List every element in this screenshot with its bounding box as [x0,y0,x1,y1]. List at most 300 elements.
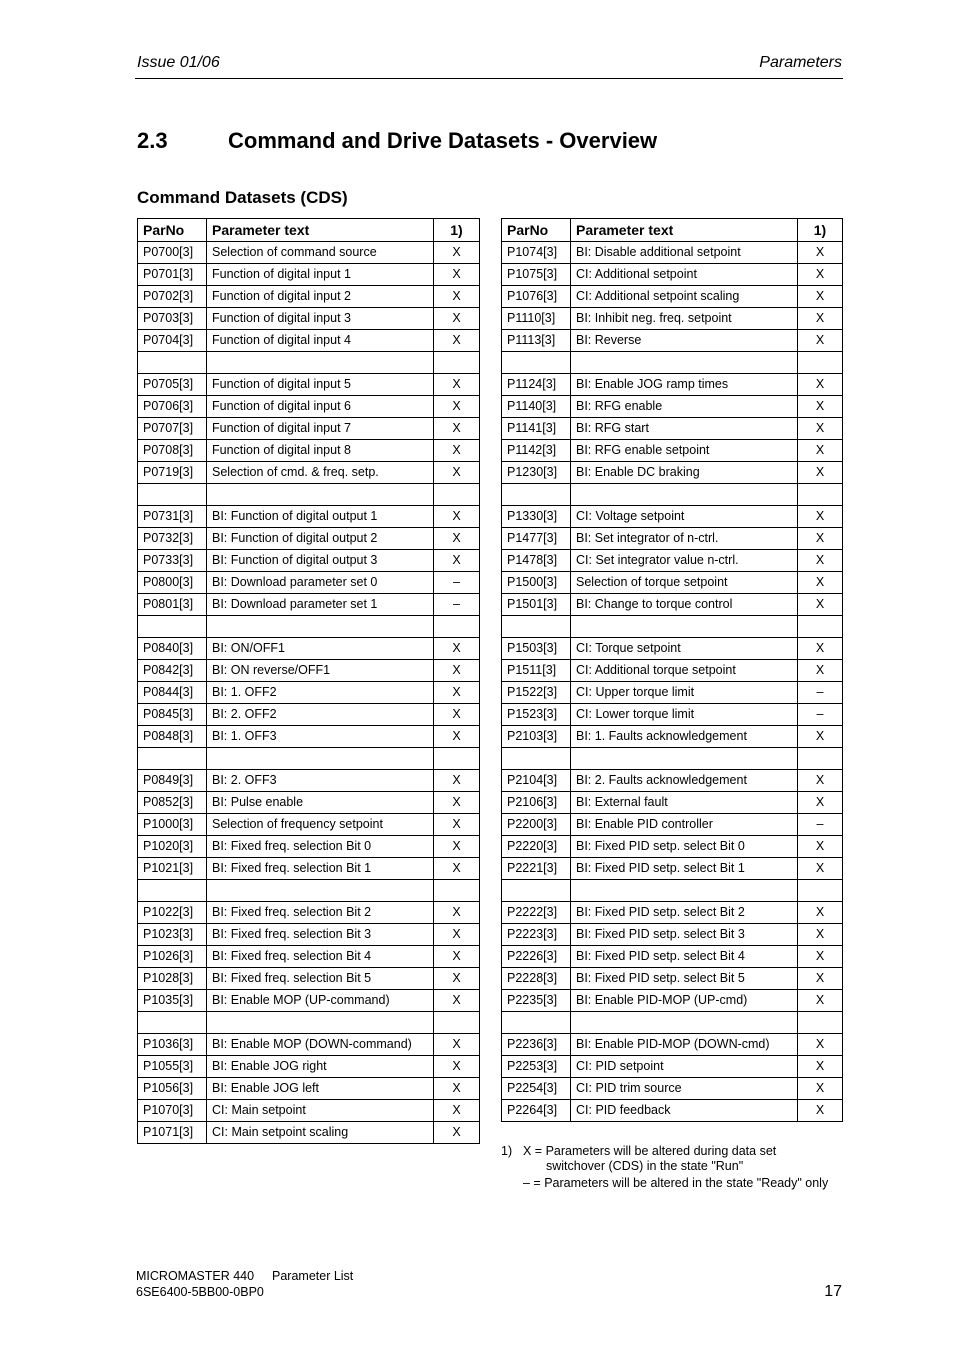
col-header-flag: 1) [798,219,843,242]
table-row [502,858,843,880]
param-flag-cell: X [798,1100,843,1122]
param-number-cell: P2103[3] [502,726,571,748]
param-number-cell: P0852[3] [138,792,207,814]
table-row [138,484,480,506]
table-row [502,396,843,418]
param-number-cell [138,880,207,902]
col-header-text: Parameter text [571,219,798,242]
param-number-cell [502,484,571,506]
param-text-cell: BI: ON/OFF1 [207,638,434,660]
table-header-row [502,219,843,242]
param-text-cell: BI: Fixed PID setp. select Bit 0 [571,836,798,858]
param-text-cell: Function of digital input 5 [207,374,434,396]
param-text-cell: BI: Download parameter set 0 [207,572,434,594]
param-text-cell: BI: 2. Faults acknowledgement [571,770,798,792]
param-number-cell: P0800[3] [138,572,207,594]
param-number-cell: P1070[3] [138,1100,207,1122]
param-flag-cell: X [798,242,843,264]
footnote-line2: switchover (CDS) in the state "Run" [546,1159,744,1173]
param-number-cell: P2220[3] [502,836,571,858]
param-flag-cell: – [798,682,843,704]
param-number-cell: P2228[3] [502,968,571,990]
param-number-cell [502,352,571,374]
table-row [138,374,480,396]
footer-order-no: 6SE6400-5BB00-0BP0 [136,1285,264,1299]
table-row [138,924,480,946]
param-text-cell: BI: Inhibit neg. freq. setpoint [571,308,798,330]
col-header-parno: ParNo [138,219,207,242]
param-text-cell: BI: Enable PID controller [571,814,798,836]
table-row [502,462,843,484]
param-text-cell: CI: Additional setpoint scaling [571,286,798,308]
param-flag-cell: X [434,704,480,726]
footer-product: MICROMASTER 440 [136,1269,255,1283]
param-text-cell: BI: Enable MOP (UP-command) [207,990,434,1012]
table-row [138,528,480,550]
param-number-cell: P2223[3] [502,924,571,946]
param-text-cell [207,484,434,506]
param-flag-cell: X [434,418,480,440]
table-row [502,770,843,792]
col-header-parno: ParNo [502,219,571,242]
param-text-cell: CI: PID trim source [571,1078,798,1100]
table-row [502,1012,843,1034]
param-text-cell: BI: 2. OFF2 [207,704,434,726]
table-row [138,396,480,418]
param-flag-cell: X [434,308,480,330]
table-row [138,638,480,660]
param-number-cell: P1478[3] [502,550,571,572]
param-flag-cell [434,880,480,902]
param-number-cell: P1230[3] [502,462,571,484]
param-number-cell: P1110[3] [502,308,571,330]
param-number-cell [138,748,207,770]
param-text-cell: CI: Additional torque setpoint [571,660,798,682]
param-flag-cell [434,1012,480,1034]
param-number-cell: P2254[3] [502,1078,571,1100]
param-number-cell [502,1012,571,1034]
param-flag-cell: X [434,550,480,572]
param-text-cell: BI: Enable JOG right [207,1056,434,1078]
param-text-cell: Selection of cmd. & freq. setp. [207,462,434,484]
param-flag-cell: X [798,1078,843,1100]
param-flag-cell: X [798,594,843,616]
param-text-cell: BI: Change to torque control [571,594,798,616]
param-text-cell: BI: 2. OFF3 [207,770,434,792]
param-flag-cell: X [798,946,843,968]
param-text-cell: CI: PID feedback [571,1100,798,1122]
param-text-cell: BI: External fault [571,792,798,814]
param-flag-cell: X [798,440,843,462]
param-text-cell: BI: Reverse [571,330,798,352]
param-number-cell: P0706[3] [138,396,207,418]
param-flag-cell [798,880,843,902]
param-number-cell: P0842[3] [138,660,207,682]
table-row [138,616,480,638]
param-text-cell [207,616,434,638]
param-number-cell: P2200[3] [502,814,571,836]
param-number-cell: P1071[3] [138,1122,207,1144]
param-text-cell: CI: Voltage setpoint [571,506,798,528]
param-number-cell: P0733[3] [138,550,207,572]
param-text-cell: CI: Torque setpoint [571,638,798,660]
param-text-cell: BI: Fixed PID setp. select Bit 4 [571,946,798,968]
table-row [138,660,480,682]
param-text-cell: CI: Upper torque limit [571,682,798,704]
param-text-cell: BI: Enable JOG left [207,1078,434,1100]
param-text-cell: Function of digital input 4 [207,330,434,352]
param-text-cell: BI: Enable DC braking [571,462,798,484]
param-number-cell: P1036[3] [138,1034,207,1056]
table-row [138,770,480,792]
table-row [138,1078,480,1100]
param-text-cell: BI: Enable MOP (DOWN-command) [207,1034,434,1056]
table-row [502,286,843,308]
param-flag-cell: X [434,660,480,682]
param-number-cell: P1503[3] [502,638,571,660]
param-text-cell: Function of digital input 1 [207,264,434,286]
param-flag-cell: X [798,286,843,308]
param-flag-cell: X [798,990,843,1012]
table-row [138,308,480,330]
param-flag-cell: X [798,770,843,792]
param-number-cell: P0731[3] [138,506,207,528]
param-text-cell: BI: Fixed PID setp. select Bit 2 [571,902,798,924]
param-flag-cell: X [434,1056,480,1078]
table-row [138,968,480,990]
footnote-marker: 1) [501,1144,513,1158]
param-flag-cell: X [798,374,843,396]
param-text-cell: CI: Lower torque limit [571,704,798,726]
table-row [502,528,843,550]
param-number-cell: P1522[3] [502,682,571,704]
param-number-cell: P1511[3] [502,660,571,682]
table-row [138,880,480,902]
param-flag-cell: X [798,726,843,748]
param-flag-cell: X [434,946,480,968]
param-flag-cell: X [434,968,480,990]
param-number-cell: P0844[3] [138,682,207,704]
param-text-cell: Function of digital input 2 [207,286,434,308]
param-number-cell [138,616,207,638]
table-row [502,968,843,990]
param-flag-cell: – [798,814,843,836]
param-number-cell: P1124[3] [502,374,571,396]
table-row [502,264,843,286]
col-header-text: Parameter text [207,219,434,242]
table-row [138,572,480,594]
param-flag-cell: X [798,396,843,418]
param-text-cell: CI: Main setpoint [207,1100,434,1122]
page-number: 17 [824,1283,842,1300]
param-number-cell: P1056[3] [138,1078,207,1100]
param-text-cell: CI: Main setpoint scaling [207,1122,434,1144]
param-text-cell: BI: Enable JOG ramp times [571,374,798,396]
param-flag-cell: X [798,792,843,814]
param-number-cell: P1330[3] [502,506,571,528]
param-flag-cell: X [798,330,843,352]
param-flag-cell: X [434,990,480,1012]
param-flag-cell: X [434,462,480,484]
param-number-cell: P0703[3] [138,308,207,330]
param-flag-cell: X [434,396,480,418]
table-row [138,462,480,484]
param-text-cell: BI: RFG start [571,418,798,440]
table-row [138,858,480,880]
col-header-flag: 1) [434,219,480,242]
param-text-cell: BI: ON reverse/OFF1 [207,660,434,682]
table-row [138,1122,480,1144]
param-text-cell: BI: 1. OFF2 [207,682,434,704]
table-row [138,704,480,726]
param-flag-cell: X [434,814,480,836]
param-flag-cell: – [434,594,480,616]
param-number-cell: P2104[3] [502,770,571,792]
param-number-cell: P0849[3] [138,770,207,792]
param-text-cell [571,880,798,902]
param-text-cell [207,1012,434,1034]
table-row [138,330,480,352]
param-text-cell: BI: Fixed freq. selection Bit 4 [207,946,434,968]
param-number-cell: P1141[3] [502,418,571,440]
table-row [502,880,843,902]
table-row [502,1056,843,1078]
param-number-cell: P2235[3] [502,990,571,1012]
param-flag-cell: X [434,792,480,814]
param-number-cell: P2226[3] [502,946,571,968]
param-text-cell: BI: Fixed PID setp. select Bit 5 [571,968,798,990]
param-flag-cell: X [798,528,843,550]
param-text-cell [571,748,798,770]
param-flag-cell: X [798,506,843,528]
table-row [502,1034,843,1056]
param-flag-cell [434,352,480,374]
param-number-cell: P0719[3] [138,462,207,484]
table-row [138,506,480,528]
cds-table-right [501,218,843,1122]
param-flag-cell: X [434,374,480,396]
table-row [502,616,843,638]
param-flag-cell: X [434,770,480,792]
table-row [502,506,843,528]
param-flag-cell: X [434,506,480,528]
table-row [502,726,843,748]
table-row [502,990,843,1012]
param-text-cell: BI: RFG enable setpoint [571,440,798,462]
table-row [502,352,843,374]
param-text-cell [571,1012,798,1034]
table-row [502,814,843,836]
param-number-cell: P0848[3] [138,726,207,748]
param-flag-cell: X [434,264,480,286]
param-text-cell: BI: Fixed freq. selection Bit 5 [207,968,434,990]
param-flag-cell: – [434,572,480,594]
param-number-cell [138,352,207,374]
table-row [138,594,480,616]
param-number-cell [502,880,571,902]
param-flag-cell [798,616,843,638]
param-text-cell: BI: Function of digital output 2 [207,528,434,550]
param-flag-cell: X [798,1034,843,1056]
param-flag-cell: X [798,968,843,990]
table-row [138,1056,480,1078]
param-flag-cell: X [434,726,480,748]
param-flag-cell: X [798,660,843,682]
table-row [502,330,843,352]
table-row [502,792,843,814]
param-number-cell: P1035[3] [138,990,207,1012]
table-row [502,660,843,682]
param-number-cell: P1076[3] [502,286,571,308]
param-number-cell: P1023[3] [138,924,207,946]
table-row [138,264,480,286]
param-text-cell: BI: Enable PID-MOP (UP-cmd) [571,990,798,1012]
table-row [502,242,843,264]
param-text-cell [571,484,798,506]
param-text-cell [207,880,434,902]
header-section: Parameters [759,54,842,71]
footnote-line1: X = Parameters will be altered during data set [523,1144,777,1158]
param-text-cell: BI: Fixed freq. selection Bit 2 [207,902,434,924]
table-row [138,748,480,770]
param-number-cell: P1022[3] [138,902,207,924]
table-row [502,374,843,396]
param-flag-cell: X [798,462,843,484]
param-flag-cell: – [798,704,843,726]
param-flag-cell: X [798,836,843,858]
table-row [502,440,843,462]
table-row [502,924,843,946]
table-row [502,946,843,968]
param-text-cell: BI: Disable additional setpoint [571,242,798,264]
section-title: Command and Drive Datasets - Overview [228,128,658,153]
table-row [138,286,480,308]
param-flag-cell: X [434,286,480,308]
param-number-cell: P0801[3] [138,594,207,616]
table-row [138,1100,480,1122]
section-number: 2.3 [137,128,168,153]
param-flag-cell: X [798,264,843,286]
table-row [502,836,843,858]
param-text-cell: BI: RFG enable [571,396,798,418]
param-text-cell: BI: Fixed PID setp. select Bit 1 [571,858,798,880]
param-flag-cell [798,1012,843,1034]
param-text-cell: Function of digital input 7 [207,418,434,440]
param-text-cell: BI: 1. Faults acknowledgement [571,726,798,748]
table-row [138,352,480,374]
footer-doc-type: Parameter List [272,1269,354,1283]
param-flag-cell: X [798,902,843,924]
table-row [502,638,843,660]
param-number-cell: P0732[3] [138,528,207,550]
param-number-cell: P1021[3] [138,858,207,880]
param-flag-cell [434,748,480,770]
param-text-cell: BI: Fixed PID setp. select Bit 3 [571,924,798,946]
param-text-cell: BI: Fixed freq. selection Bit 1 [207,858,434,880]
param-number-cell: P1500[3] [502,572,571,594]
table-row [138,418,480,440]
param-flag-cell: X [434,1100,480,1122]
param-flag-cell: X [798,572,843,594]
param-flag-cell [434,484,480,506]
cds-table-left [137,218,480,1144]
param-number-cell: P0700[3] [138,242,207,264]
param-text-cell: BI: Function of digital output 1 [207,506,434,528]
param-number-cell: P2264[3] [502,1100,571,1122]
table-row [502,682,843,704]
param-number-cell: P1074[3] [502,242,571,264]
param-flag-cell: X [798,858,843,880]
table-row [138,946,480,968]
table-row [502,748,843,770]
param-flag-cell: X [434,924,480,946]
param-flag-cell: X [434,1034,480,1056]
param-text-cell: Selection of torque setpoint [571,572,798,594]
param-flag-cell: X [434,682,480,704]
param-text-cell: Selection of command source [207,242,434,264]
table-row [138,1034,480,1056]
param-text-cell: CI: Additional setpoint [571,264,798,286]
param-number-cell [502,616,571,638]
table-row [502,418,843,440]
param-text-cell: Function of digital input 8 [207,440,434,462]
param-number-cell: P2222[3] [502,902,571,924]
footnote-line3: – = Parameters will be altered in the state "Ready" only [523,1176,829,1190]
table-row [138,440,480,462]
param-number-cell: P0707[3] [138,418,207,440]
param-flag-cell: X [434,902,480,924]
param-flag-cell: X [434,440,480,462]
table-row [502,594,843,616]
param-flag-cell: X [434,858,480,880]
param-number-cell: P0840[3] [138,638,207,660]
param-text-cell: Selection of frequency setpoint [207,814,434,836]
param-number-cell: P0708[3] [138,440,207,462]
param-flag-cell: X [434,242,480,264]
param-number-cell: P1075[3] [502,264,571,286]
param-number-cell: P1026[3] [138,946,207,968]
param-flag-cell [798,748,843,770]
param-number-cell: P0704[3] [138,330,207,352]
param-text-cell: CI: Set integrator value n-ctrl. [571,550,798,572]
param-number-cell: P1055[3] [138,1056,207,1078]
param-number-cell: P1140[3] [502,396,571,418]
param-flag-cell [798,352,843,374]
table-row [502,1100,843,1122]
subheading: Command Datasets (CDS) [137,188,348,207]
table-row [502,572,843,594]
param-number-cell [138,484,207,506]
param-flag-cell: X [798,638,843,660]
param-flag-cell: X [434,638,480,660]
table-row [502,704,843,726]
param-flag-cell [798,484,843,506]
param-number-cell: P2106[3] [502,792,571,814]
table-header-row [138,219,480,242]
param-number-cell: P2236[3] [502,1034,571,1056]
param-number-cell: P1477[3] [502,528,571,550]
param-flag-cell: X [798,418,843,440]
param-number-cell [138,1012,207,1034]
param-number-cell: P0845[3] [138,704,207,726]
param-flag-cell: X [434,330,480,352]
param-text-cell: Function of digital input 3 [207,308,434,330]
param-number-cell: P1000[3] [138,814,207,836]
param-text-cell: BI: 1. OFF3 [207,726,434,748]
table-row [138,242,480,264]
param-text-cell: BI: Enable PID-MOP (DOWN-cmd) [571,1034,798,1056]
param-number-cell: P2253[3] [502,1056,571,1078]
